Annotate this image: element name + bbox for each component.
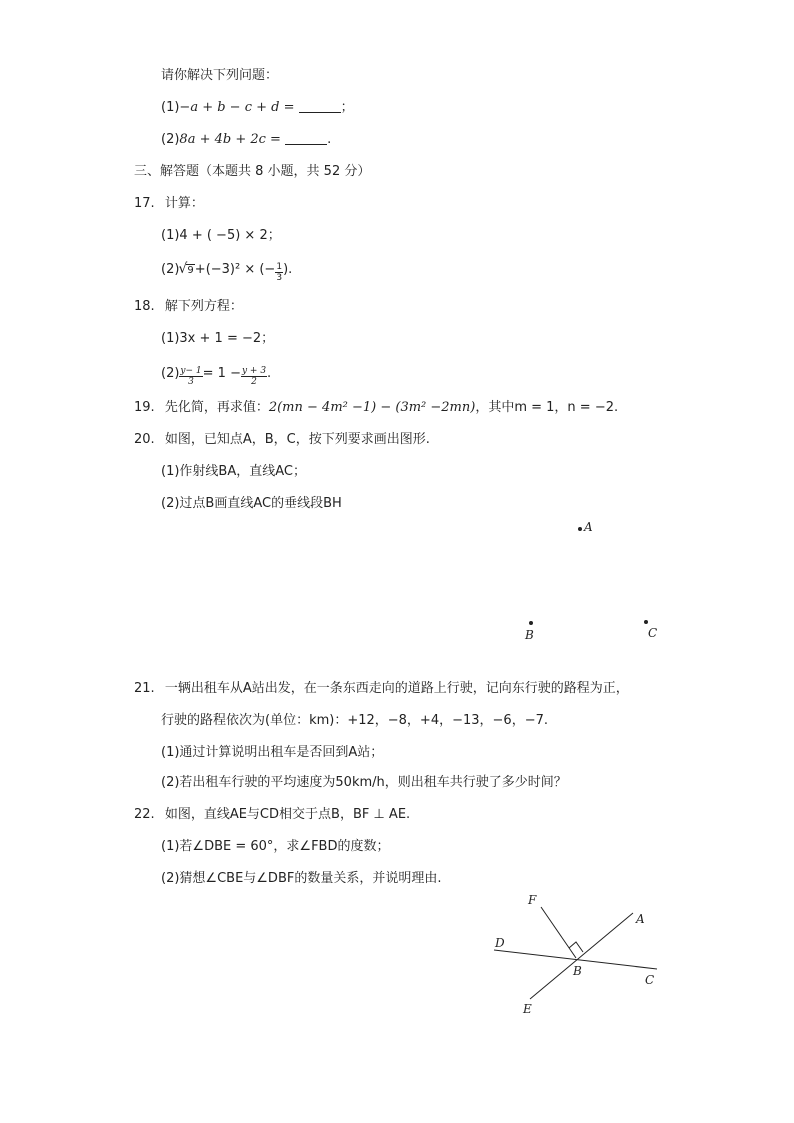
q20-part2: (2)过点B画直线AC的垂线段BH [161, 496, 342, 511]
q21-line1: 21. 一辆出租车从A站出发，在一条东西走向的道路上行驶，记向东行驶的路程为正， [134, 681, 629, 696]
q19-expression: 2(mn − 4m² −1) − (3m² −2mn) [268, 400, 476, 415]
label-b: B [525, 628, 534, 642]
fraction: $\frac{y- 1}{3}$ [180, 366, 202, 387]
label-f: F [528, 893, 537, 907]
section-heading: 三、解答题（本题共 8 小题，共 52 分） [134, 164, 371, 179]
q17-stem: 17. 计算： [134, 196, 204, 211]
q19-text: 19. 先化简，再求值：2(mn − 4m² −1) − (3m² −2mn)，其中m = 1，n = −2. [134, 400, 619, 415]
label-e: E [523, 1002, 532, 1016]
q16-part2: (2)8a + 4b + 2c = . [161, 132, 332, 147]
q20-stem: 20. 如图，已知点A，B，C，按下列要求画出图形. [134, 432, 430, 447]
label-d: D [495, 936, 505, 950]
question-number: 21. [134, 681, 155, 696]
question-number: 18. [134, 299, 155, 314]
label-a: A [584, 520, 593, 534]
label-b: B [573, 964, 582, 978]
point-b [529, 621, 533, 625]
q22-part1: (1)若∠DBE = 60°，求∠FBD的度数； [161, 839, 390, 854]
q21-part1: (1)通过计算说明出租车是否回到A站； [161, 745, 384, 760]
q16-part2-expr: 8a + 4b + 2c = [179, 132, 281, 147]
q18-stem: 18. 解下列方程： [134, 299, 243, 314]
q22-figure [494, 907, 657, 999]
q22-stem: 22. 如图，直线AE与CD相交于点B，BF ⊥ AE. [134, 807, 411, 822]
point-c [644, 620, 648, 624]
q18-part1: (1)3x + 1 = −2； [161, 331, 275, 346]
q16-part1: (1)−a + b − c + d = ； [161, 100, 354, 115]
q22-part2: (2)猜想∠CBE与∠DBF的数量关系，并说明理由. [161, 871, 442, 886]
q21-part2: (2)若出租车行驶的平均速度为50km/h，则出租车共行驶了多少时间？ [161, 775, 567, 790]
intro-text: 请你解决下列问题： [161, 68, 279, 83]
question-number: 20. [134, 432, 155, 447]
ray-bf [541, 907, 576, 958]
question-number: 19. [134, 400, 155, 415]
label-c: C [645, 973, 655, 987]
q17-part2: (2)√ 9+(−3)² × (− $\frac{1}{3}$ ). [161, 260, 292, 280]
q21-line2: 行驶的路程依次为(单位：km)：+12，−8，+4，−13，−6，−7. [161, 713, 548, 728]
point-a [578, 527, 582, 531]
sqrt-expression: √ 9 [179, 260, 194, 281]
fraction: $\frac{1}{3}$ [276, 262, 283, 283]
q17-part1: (1)4 + ( −5) × 2； [161, 228, 281, 243]
q20-figure [524, 520, 657, 642]
label-c: C [648, 626, 658, 640]
question-number: 22. [134, 807, 155, 822]
q16-part1-expr: −a + b − c + d = [179, 100, 295, 115]
q20-part1: (1)作射线BA，直线AC； [161, 464, 306, 479]
q18-part2: (2) $\frac{y- 1}{3}$ = 1 − $\frac{y + 3}{2}$ . [161, 366, 272, 387]
label-a: A [636, 912, 645, 926]
question-number: 17. [134, 196, 155, 211]
fraction: $\frac{y + 3}{2}$ [241, 366, 267, 387]
